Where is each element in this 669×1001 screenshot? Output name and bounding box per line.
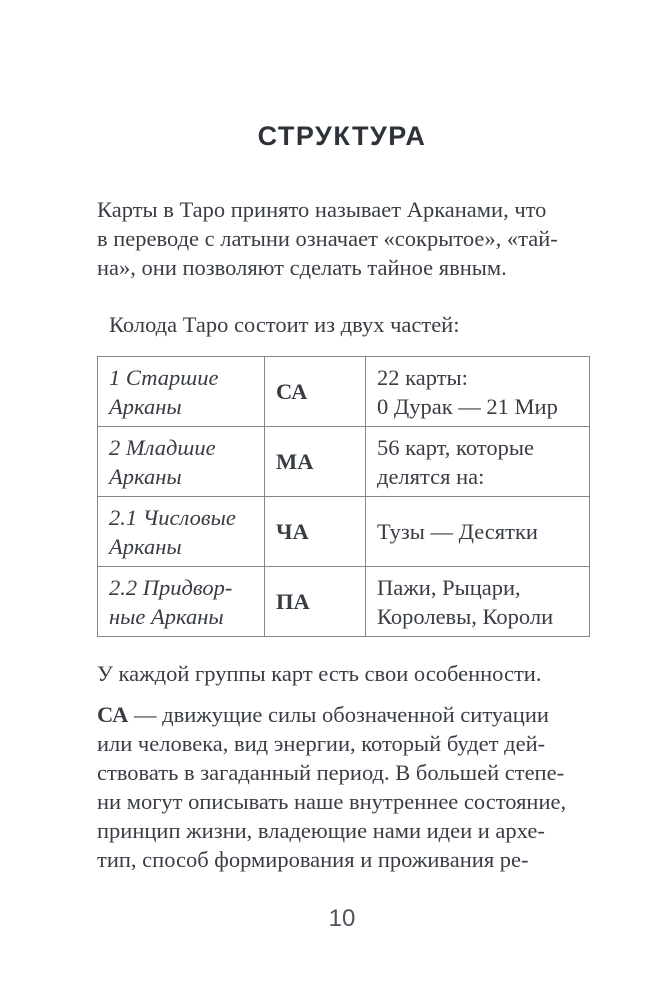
arcana-table <box>97 356 590 637</box>
page-title: СТРУКТУРА <box>257 121 427 151</box>
table-row <box>98 427 590 497</box>
intro-line: в переводе с латыни означает «сокрытое», «тай- <box>97 226 558 251</box>
sa-line: ни могут описывать наше внутреннее состояние, <box>97 789 567 814</box>
cell-abbreviation: МА <box>265 427 366 497</box>
sa-line: или человека, вид энергии, который будет дей- <box>97 731 546 756</box>
sa-line-rest: — движущие силы обозначенной ситуации <box>128 702 549 727</box>
cell-description: Пажи, Рыцари, Королевы, Короли <box>366 567 590 637</box>
cell-description: Тузы — Десятки <box>366 497 590 567</box>
intro-line: Карты в Таро принято называет Арканами, что <box>97 197 547 222</box>
cell-group-name: 2.2 Придвор- ные Арканы <box>98 567 265 637</box>
cell-group-name: 1 Старшие Арканы <box>98 357 265 427</box>
table-row <box>98 357 590 427</box>
cell-abbreviation: ПА <box>265 567 366 637</box>
cell-description: 22 карты: 0 Дурак — 21 Мир <box>366 357 590 427</box>
intro-paragraph <box>97 195 587 282</box>
table-row <box>98 567 590 637</box>
table-row <box>98 497 590 567</box>
cell-group-name: 2.1 Числовые Арканы <box>98 497 265 567</box>
sa-line <box>97 700 587 729</box>
intro-line: на», они позволяют сделать тайное явным. <box>97 255 507 280</box>
abbr-sa: СА <box>97 702 129 727</box>
sa-paragraph <box>97 700 587 874</box>
cell-abbreviation: СА <box>265 357 366 427</box>
sa-line: ствовать в загаданный период. В большей степе- <box>97 760 565 785</box>
lead-sentence: Колода Таро состоит из двух частей: <box>109 312 460 337</box>
sa-line: принцип жизни, владеющие нами идеи и архе- <box>97 818 545 843</box>
sa-line: тип, способ формирования и проживания ре- <box>97 847 529 872</box>
cell-description: 56 карт, которые делятся на: <box>366 427 590 497</box>
cell-abbreviation: ЧА <box>265 497 366 567</box>
text-column <box>97 0 587 934</box>
page-number: 10 <box>328 905 356 932</box>
cell-group-name: 2 Младшие Арканы <box>98 427 265 497</box>
note-sentence: У каждой группы карт есть свои особенности. <box>97 661 542 686</box>
